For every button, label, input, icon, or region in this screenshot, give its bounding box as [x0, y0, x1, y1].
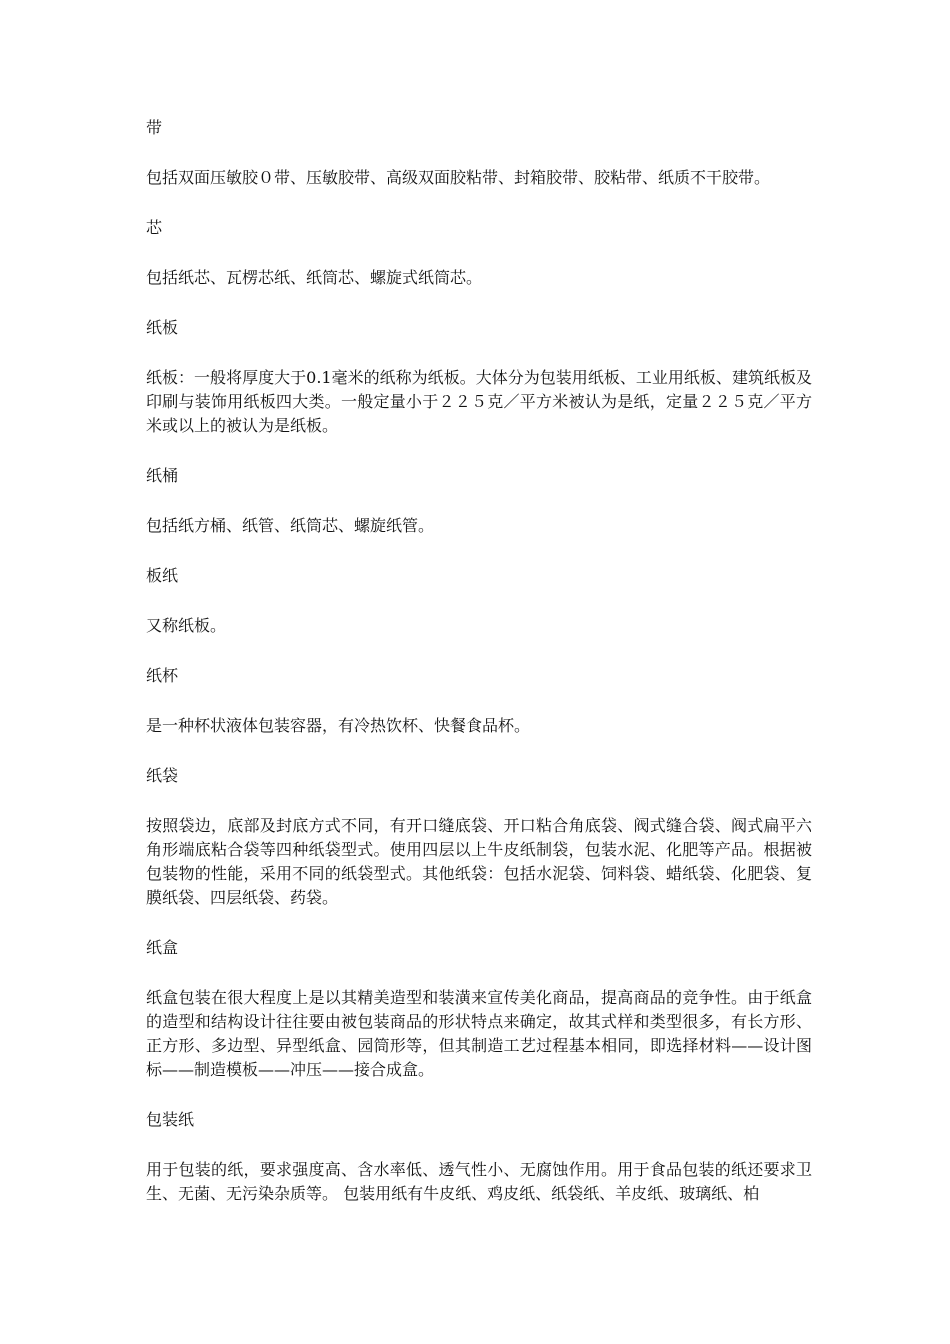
- section-heading-paperboard: 纸板: [146, 318, 179, 337]
- section-heading-core: 芯: [146, 218, 163, 237]
- section-heading-paper-box: 纸盒: [146, 938, 179, 957]
- section-body-board-paper: 又称纸板。: [146, 616, 227, 635]
- section-heading-paper-drum: 纸桶: [146, 466, 179, 485]
- section-body-tape: 包括双面压敏胶０带、压敏胶带、高级双面胶粘带、封箱胶带、胶粘带、纸质不干胶带。: [146, 168, 771, 187]
- section-body-paper-box: 纸盒包装在很大程度上是以其精美造型和装潢来宣传美化商品，提高商品的竞争性。由于纸盒的造型和结构设计往往要由被包装商品的形状特点来确定，故其式样和类型很多，有长方形、正方形、多边型、异型纸盒、园筒形等，但其制造工艺过程基本相同，即选择材料——设计图标——制造模板——冲压——接合成盒。: [146, 988, 812, 1079]
- section-body-core: 包括纸芯、瓦楞芯纸、纸筒芯、螺旋式纸筒芯。: [146, 268, 483, 287]
- section-heading-paper-bag: 纸袋: [146, 766, 179, 785]
- section-body-paper-cup: 是一种杯状液体包装容器，有冷热饮杯、快餐食品杯。: [146, 716, 531, 735]
- document-page: [146, 116, 812, 1206]
- section-body-paper-drum: 包括纸方桶、纸管、纸筒芯、螺旋纸管。: [146, 516, 435, 535]
- section-heading-board-paper: 板纸: [146, 566, 179, 585]
- section-heading-paper-cup: 纸杯: [146, 666, 179, 685]
- section-heading-tape: 带: [146, 118, 163, 137]
- section-body-paperboard: 纸板：一般将厚度大于0.1毫米的纸称为纸板。大体分为包装用纸板、工业用纸板、建筑纸板及印刷与装饰用纸板四大类。一般定量小于２２５克／平方米被认为是纸，定量２２５克／平方米或以上的被认为是纸板。: [146, 368, 812, 435]
- section-body-wrapping-paper: 用于包装的纸，要求强度高、含水率低、透气性小、无腐蚀作用。用于食品包装的纸还要求卫生、无菌、无污染杂质等。 包装用纸有牛皮纸、鸡皮纸、纸袋纸、羊皮纸、玻璃纸、柏: [146, 1160, 812, 1203]
- section-body-paper-bag: 按照袋边，底部及封底方式不同，有开口缝底袋、开口粘合角底袋、阀式缝合袋、阀式扁平六角形端底粘合袋等四种纸袋型式。使用四层以上牛皮纸制袋，包装水泥、化肥等产品。根据被包装物的性能，采用不同的纸袋型式。其他纸袋：包括水泥袋、饲料袋、蜡纸袋、化肥袋、复膜纸袋、四层纸袋、药袋。: [146, 816, 812, 907]
- section-heading-wrapping-paper: 包装纸: [146, 1110, 195, 1129]
